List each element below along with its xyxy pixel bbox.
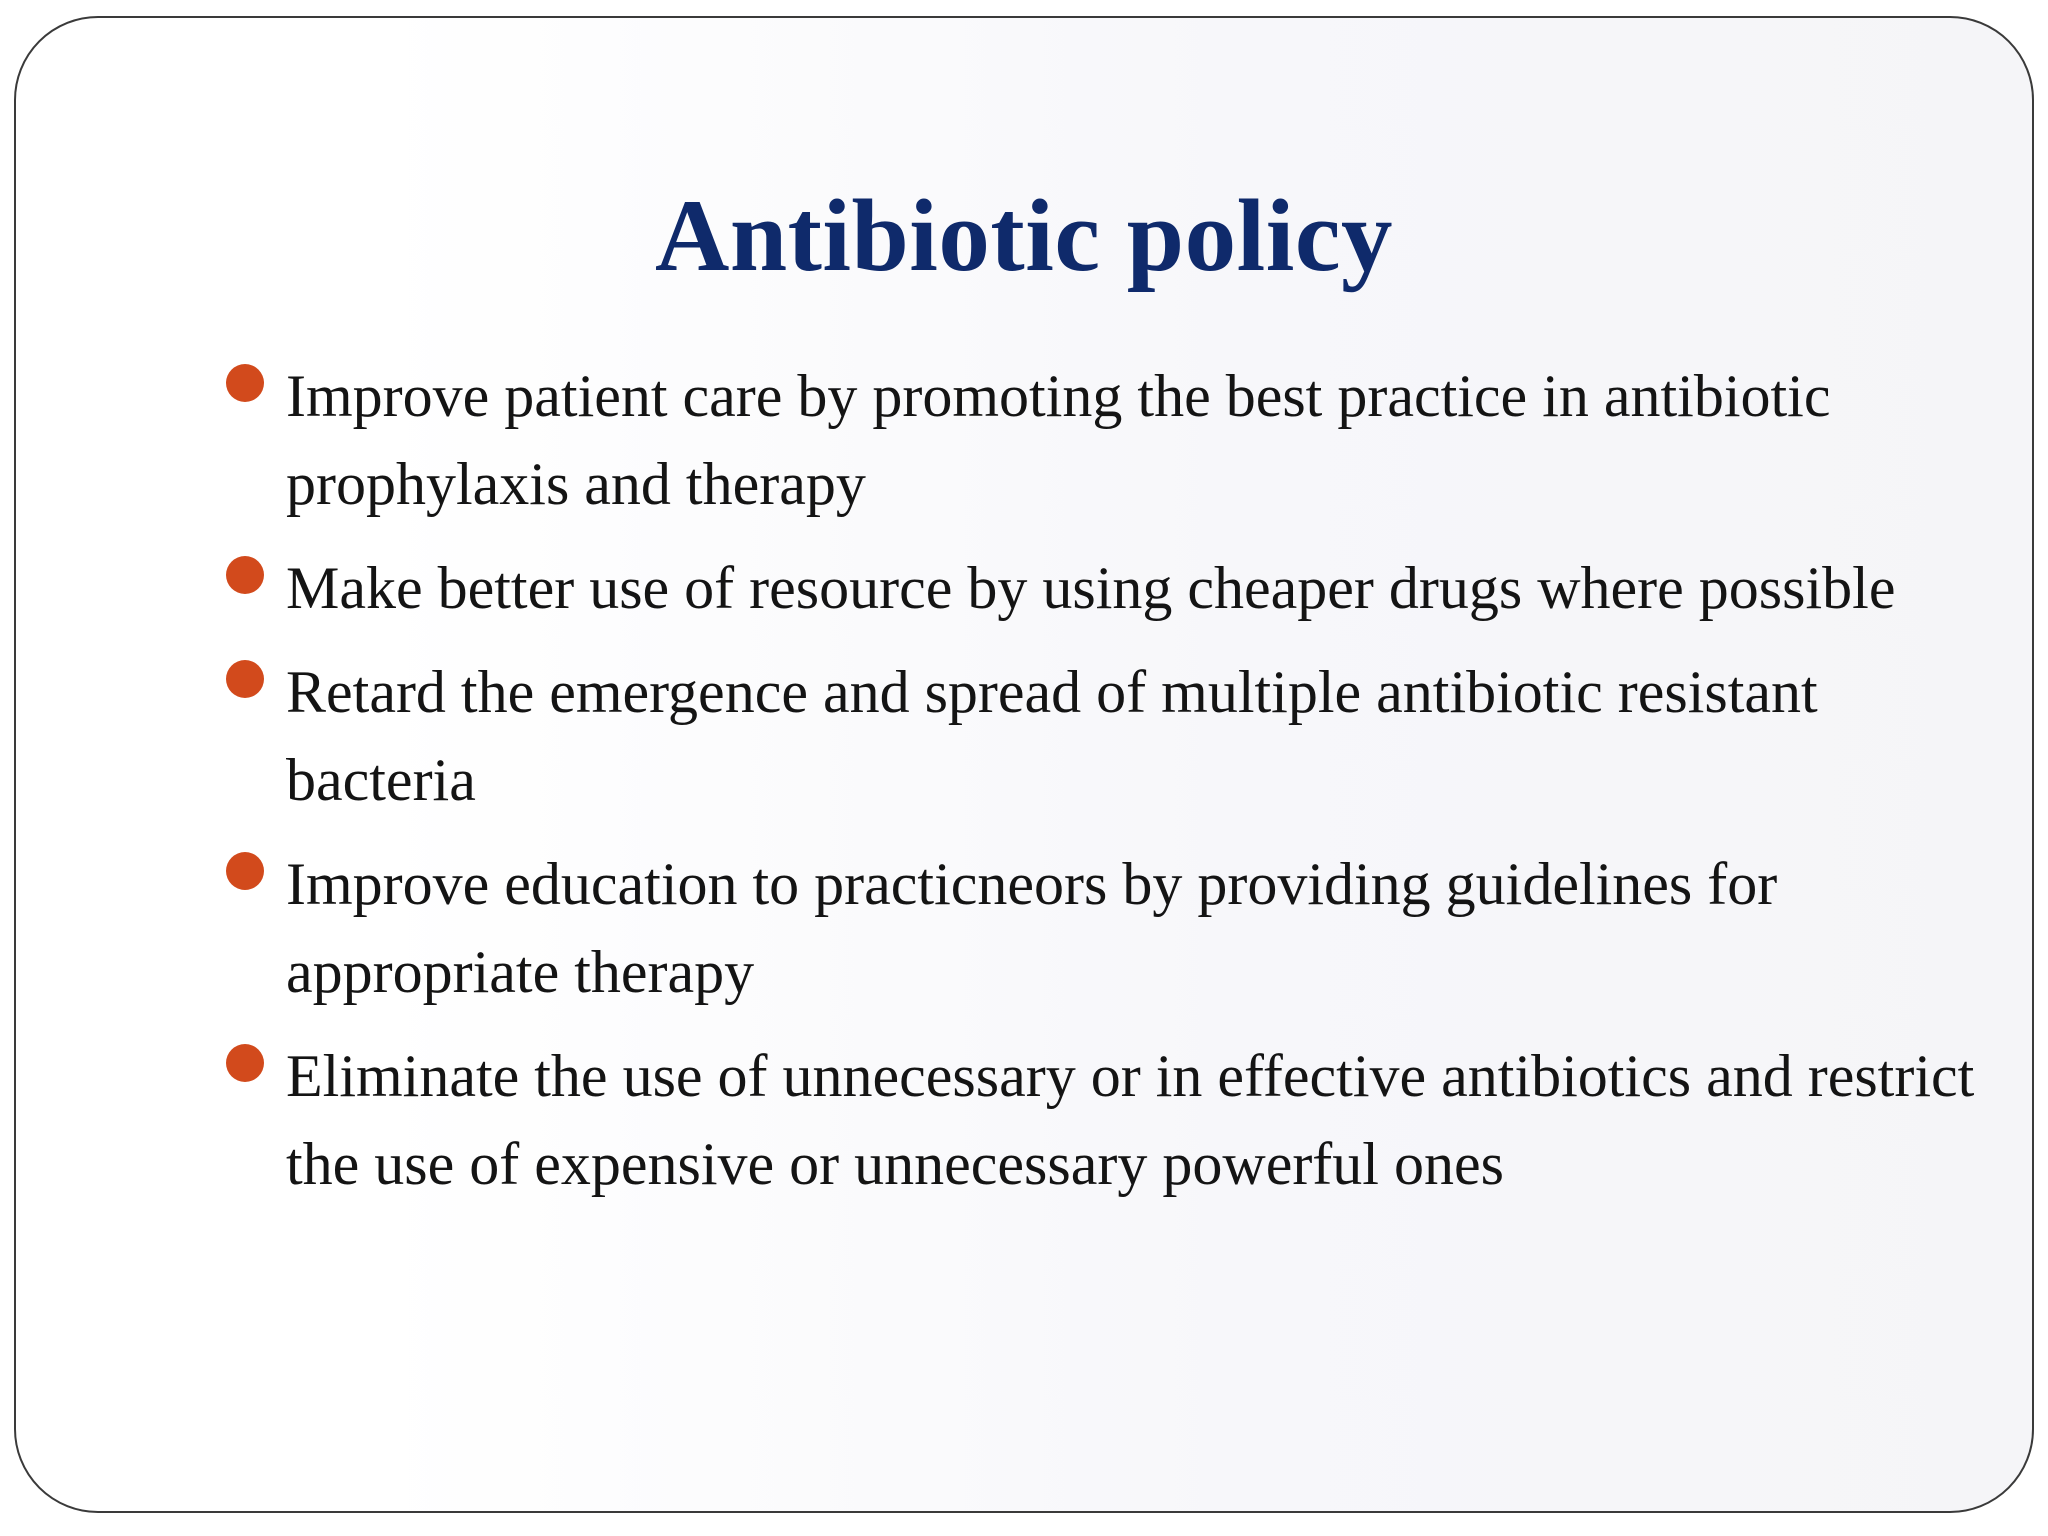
bullet-dot-icon [226, 364, 264, 402]
bullet-item-4 [224, 840, 1984, 1016]
bullet-dot-icon [226, 1044, 264, 1082]
bullet-item-2 [224, 544, 1984, 632]
bullet-text: Improve education to practicneors by providing guidelines for appropriate therapy [286, 851, 1778, 1005]
bullet-item-3 [224, 648, 1984, 824]
slide-title: Antibiotic policy [654, 179, 1394, 293]
bullet-text: Make better use of resource by using cheaper drugs where possible [286, 555, 1896, 621]
bullet-text: Retard the emergence and spread of multiple antibiotic resistant bacteria [286, 659, 1818, 813]
bullet-list [224, 352, 1984, 1224]
bullet-text: Eliminate the use of unnecessary or in effective antibiotics and restrict the use of expensive or unnecessary powerful ones [286, 1043, 1975, 1197]
bullet-dot-icon [226, 660, 264, 698]
bullet-item-5 [224, 1032, 1984, 1208]
bullet-dot-icon [226, 556, 264, 594]
bullet-dot-icon [226, 852, 264, 890]
bullet-item-1 [224, 352, 1984, 528]
bullet-text: Improve patient care by promoting the best practice in antibiotic prophylaxis and therapy [286, 363, 1831, 517]
